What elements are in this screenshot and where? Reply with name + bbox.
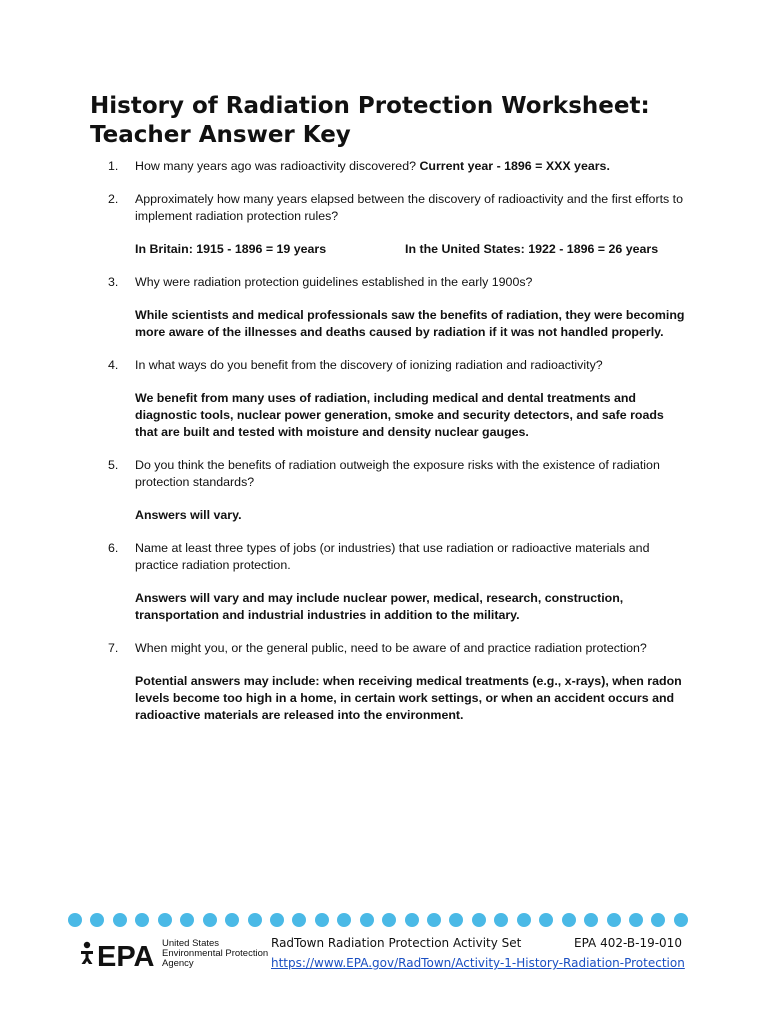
dotted-divider bbox=[68, 913, 688, 929]
question-number: 1. bbox=[108, 159, 119, 173]
activity-link[interactable]: https://www.EPA.gov/RadTown/Activity-1-History-Radiation-Protection bbox=[271, 956, 685, 970]
question-6 bbox=[108, 540, 688, 624]
logo-text: EPA bbox=[97, 941, 155, 970]
divider-dot bbox=[68, 913, 82, 927]
divider-dot bbox=[651, 913, 665, 927]
question-prompt: Do you think the benefits of radiation outweigh the exposure risks with the existence of radiation protection standards? bbox=[135, 458, 660, 489]
question-prompt: Name at least three types of jobs (or industries) that use radiation or radioactive materials and practice radiation protection. bbox=[135, 541, 650, 572]
question-answer bbox=[135, 241, 688, 258]
divider-dot bbox=[360, 913, 374, 927]
divider-dot bbox=[90, 913, 104, 927]
question-answer: While scientists and medical professionals saw the benefits of radiation, they were becoming more aware of the illnesses and deaths caused by radiation if it was not handled properly. bbox=[135, 308, 685, 339]
divider-dot bbox=[180, 913, 194, 927]
activity-set-label: RadTown Radiation Protection Activity Set bbox=[271, 936, 522, 950]
question-number: 3. bbox=[108, 275, 119, 289]
question-prompt: How many years ago was radioactivity discovered? bbox=[135, 159, 416, 173]
divider-dot bbox=[382, 913, 396, 927]
divider-dot bbox=[629, 913, 643, 927]
divider-dot bbox=[607, 913, 621, 927]
divider-dot bbox=[674, 913, 688, 927]
agency-name: United States Environmental Protection Agency bbox=[162, 938, 269, 969]
divider-dot bbox=[539, 913, 553, 927]
divider-dot bbox=[158, 913, 172, 927]
question-number: 6. bbox=[108, 541, 119, 555]
divider-dot bbox=[225, 913, 239, 927]
divider-dot bbox=[472, 913, 486, 927]
divider-dot bbox=[405, 913, 419, 927]
epa-logo bbox=[78, 938, 268, 970]
answer-britain: In Britain: 1915 - 1896 = 19 years bbox=[135, 242, 327, 256]
question-answer: We benefit from many uses of radiation, including medical and dental treatments and diagnostic tools, nuclear power generation, smoke and security detectors, and safe roads that are built and tested with moisture and density nuclear gauges. bbox=[135, 391, 664, 439]
question-1 bbox=[108, 158, 688, 175]
divider-dot bbox=[517, 913, 531, 927]
divider-dot bbox=[270, 913, 284, 927]
divider-dot bbox=[203, 913, 217, 927]
divider-dot bbox=[449, 913, 463, 927]
divider-dot bbox=[584, 913, 598, 927]
question-prompt: In what ways do you benefit from the discovery of ionizing radiation and radioactivity? bbox=[135, 358, 603, 372]
question-5 bbox=[108, 457, 688, 524]
question-7 bbox=[108, 640, 688, 724]
question-3 bbox=[108, 274, 688, 341]
divider-dot bbox=[248, 913, 262, 927]
divider-dot bbox=[427, 913, 441, 927]
question-prompt: Approximately how many years elapsed between the discovery of radioactivity and the first efforts to implement radiation protection rules? bbox=[135, 192, 683, 223]
question-2 bbox=[108, 191, 688, 258]
question-answer: Potential answers may include: when receiving medical treatments (e.g., x-rays), when radon levels become too high in a home, in certain work settings, or when an accident occurs and radioactive materials are released into the environment. bbox=[135, 674, 682, 722]
answer-united-states: In the United States: 1922 - 1896 = 26 years bbox=[405, 242, 659, 256]
question-prompt: When might you, or the general public, need to be aware of and practice radiation protection? bbox=[135, 641, 647, 655]
question-answer: Answers will vary and may include nuclear power, medical, research, construction, transportation and industrial industries in addition to the military. bbox=[135, 591, 624, 622]
divider-dot bbox=[292, 913, 306, 927]
question-4 bbox=[108, 357, 688, 441]
question-prompt: Why were radiation protection guidelines established in the early 1900s? bbox=[135, 275, 533, 289]
divider-dot bbox=[113, 913, 127, 927]
divider-dot bbox=[562, 913, 576, 927]
divider-dot bbox=[494, 913, 508, 927]
question-number: 5. bbox=[108, 458, 119, 472]
epa-flower-icon bbox=[78, 938, 158, 970]
question-list bbox=[108, 158, 688, 724]
question-number: 4. bbox=[108, 358, 119, 372]
question-answer: Answers will vary. bbox=[135, 508, 242, 522]
page-title: History of Radiation Protection Worksheet: Teacher Answer Key bbox=[90, 93, 650, 148]
question-answer: Current year - 1896 = XXX years. bbox=[419, 159, 610, 173]
divider-dot bbox=[315, 913, 329, 927]
question-number: 7. bbox=[108, 641, 119, 655]
footer bbox=[78, 936, 698, 976]
divider-dot bbox=[337, 913, 351, 927]
divider-dot bbox=[135, 913, 149, 927]
document-code: EPA 402-B-19-010 bbox=[574, 936, 682, 950]
question-number: 2. bbox=[108, 192, 119, 206]
